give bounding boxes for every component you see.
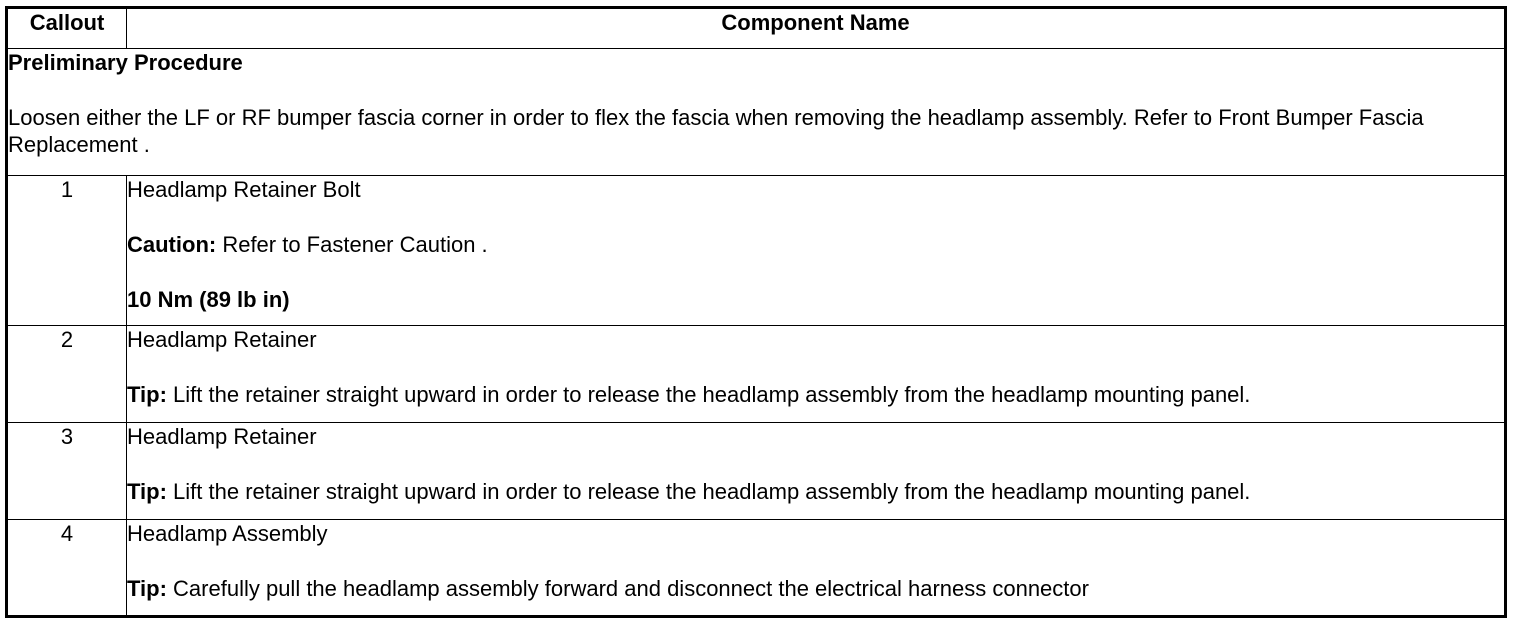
component-name: Headlamp Assembly (127, 521, 328, 546)
note-label: Tip: (127, 382, 167, 407)
component-name: Headlamp Retainer (127, 424, 317, 449)
component-cell (127, 423, 1506, 520)
component-note (127, 478, 1504, 505)
table-row (7, 176, 1506, 326)
component-cell (127, 326, 1506, 423)
torque-spec: 10 Nm (89 lb in) (127, 287, 290, 312)
note-text: Carefully pull the headlamp assembly forward and disconnect the electrical harness connector (166, 576, 1089, 601)
component-name: Headlamp Retainer Bolt (127, 177, 361, 202)
preliminary-text: Loosen either the LF or RF bumper fascia corner in order to flex the fascia when removing the headlamp assembly. Refer to Front Bumper Fascia Replacement . (8, 105, 1424, 157)
component-note (127, 381, 1504, 408)
component-cell (127, 176, 1506, 326)
component-cell (127, 520, 1506, 617)
component-note (127, 231, 1504, 258)
callout-number: 3 (7, 423, 127, 520)
preliminary-title: Preliminary Procedure (8, 50, 243, 75)
note-text: Lift the retainer straight upward in order to release the headlamp assembly from the headlamp mounting panel. (166, 382, 1251, 407)
header-row (7, 8, 1506, 49)
callout-header: Callout (7, 8, 127, 49)
component-note (127, 575, 1504, 602)
note-text: Refer to Fastener Caution . (216, 232, 488, 257)
callout-number: 2 (7, 326, 127, 423)
callout-number: 1 (7, 176, 127, 326)
preliminary-cell (7, 49, 1506, 176)
table-row (7, 423, 1506, 520)
note-label: Tip: (127, 479, 167, 504)
callout-number: 4 (7, 520, 127, 617)
table-row (7, 326, 1506, 423)
note-label: Tip: (127, 576, 167, 601)
component-name-header: Component Name (127, 8, 1506, 49)
table-row (7, 520, 1506, 617)
note-text: Lift the retainer straight upward in order to release the headlamp assembly from the headlamp mounting panel. (166, 479, 1251, 504)
component-name: Headlamp Retainer (127, 327, 317, 352)
note-label: Caution: (127, 232, 217, 257)
preliminary-row (7, 49, 1506, 176)
procedure-table (5, 6, 1507, 618)
